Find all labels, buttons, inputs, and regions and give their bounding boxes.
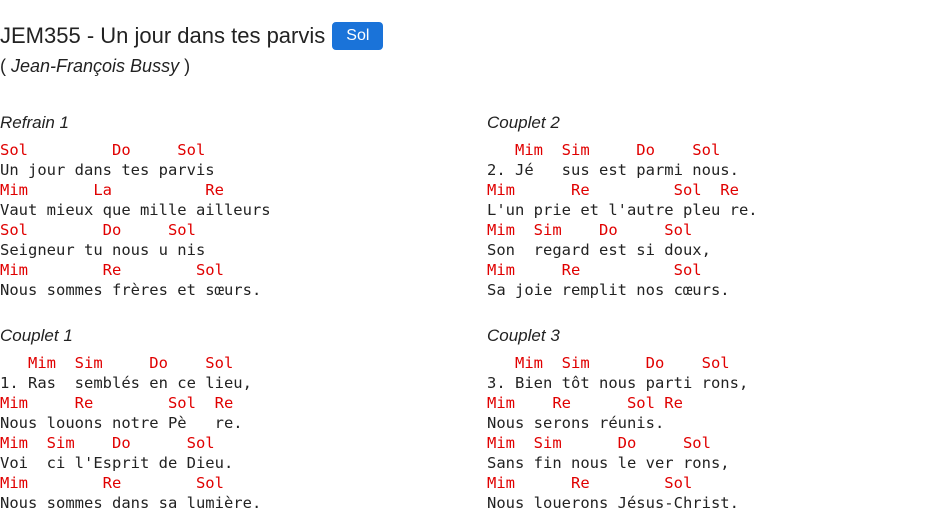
section-title: Couplet 1 <box>0 326 73 345</box>
lyric-line: 2. Jé sus est parmi nous. <box>487 161 739 179</box>
chord-line: Mim Re Sol Re <box>487 181 739 199</box>
section-title: Couplet 3 <box>487 326 560 345</box>
lyric-line: Nous louerons Jésus-Christ. <box>487 494 739 512</box>
section-lines <box>0 140 460 300</box>
lyric-line: Nous sommes frères et sœurs. <box>0 281 262 299</box>
section-couplet-1 <box>0 325 460 513</box>
chord-line: Sol Do Sol <box>0 221 196 239</box>
chord-line: Mim Sim Do Sol <box>487 141 721 159</box>
author-line <box>0 56 383 77</box>
lyric-line: 1. Ras semblés en ce lieu, <box>0 374 252 392</box>
lyric-line: Seigneur tu nous u nis <box>0 241 206 259</box>
lyric-line: Nous sommes dans sa lumière. <box>0 494 262 512</box>
lyric-line: Nous louons notre Pè re. <box>0 414 243 432</box>
lyric-line: Un jour dans tes parvis <box>0 161 215 179</box>
lyric-line: Nous serons réunis. <box>487 414 665 432</box>
lyric-line: Son regard est si doux, <box>487 241 711 259</box>
chord-line: Mim Re Sol Re <box>487 394 683 412</box>
section-lines <box>487 140 947 300</box>
chord-line: Mim Re Sol <box>487 261 702 279</box>
lyric-line: Sans fin nous le ver rons, <box>487 454 730 472</box>
chord-line: Mim Re Sol <box>0 474 224 492</box>
author-open-paren: ( <box>0 56 11 76</box>
key-badge-button[interactable]: Sol <box>332 22 383 50</box>
lyric-line: Sa joie remplit nos cœurs. <box>487 281 730 299</box>
chord-line: Mim Sim Do Sol <box>487 221 693 239</box>
song-title: JEM355 - Un jour dans tes parvis <box>0 23 326 48</box>
chord-line: Mim Sim Do Sol <box>0 434 215 452</box>
lyric-line: Voi ci l'Esprit de Dieu. <box>0 454 234 472</box>
author-name: Jean-François Bussy <box>11 56 180 76</box>
chord-line: Mim Re Sol <box>487 474 693 492</box>
lyric-line: 3. Bien tôt nous parti rons, <box>487 374 749 392</box>
chord-line: Mim Sim Do Sol <box>487 434 711 452</box>
section-couplet-2 <box>487 112 947 300</box>
chord-line: Mim Re Sol Re <box>0 394 234 412</box>
chord-line: Mim La Re <box>0 181 224 199</box>
section-refrain-1 <box>0 112 460 300</box>
section-lines <box>487 353 947 513</box>
chord-line: Mim Sim Do Sol <box>0 354 234 372</box>
chord-line: Mim Re Sol <box>0 261 224 279</box>
chord-line: Sol Do Sol <box>0 141 206 159</box>
lyric-line: L'un prie et l'autre pleu re. <box>487 201 758 219</box>
song-header <box>0 18 383 77</box>
section-couplet-3 <box>487 325 947 513</box>
chord-line: Mim Sim Do Sol <box>487 354 730 372</box>
section-title: Couplet 2 <box>487 113 560 132</box>
section-lines <box>0 353 460 513</box>
section-title: Refrain 1 <box>0 113 69 132</box>
lyric-line: Vaut mieux que mille ailleurs <box>0 201 271 219</box>
title-row <box>0 18 383 54</box>
author-close-paren: ) <box>179 56 191 76</box>
